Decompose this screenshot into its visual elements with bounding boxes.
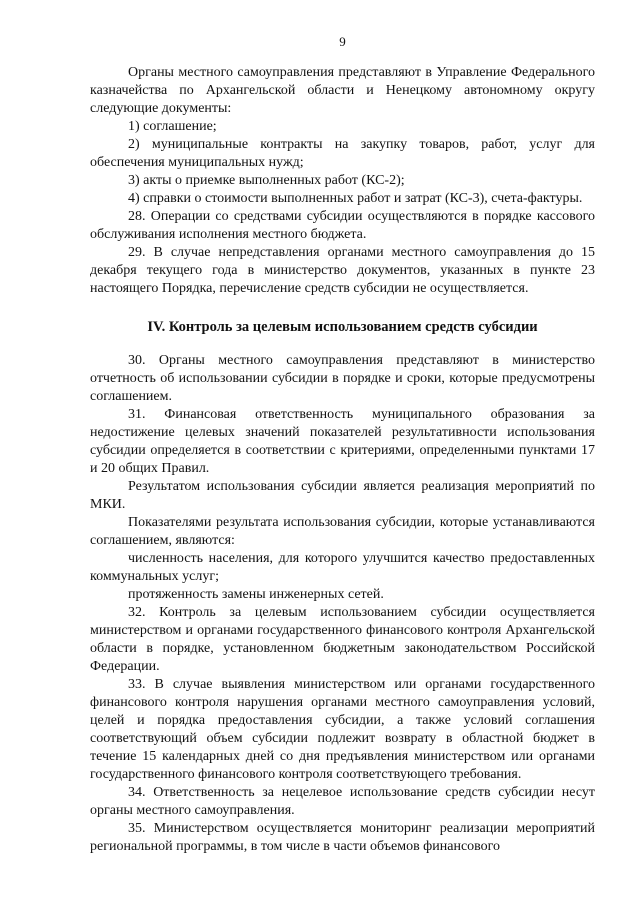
list-item: численность населения, для которого улучшится качество предоставленных коммунальных услуг;	[90, 551, 595, 584]
paragraph: 31. Финансовая ответственность муниципального образования за недостижение целевых значений показателей результативности использования субсидии определяется в соответствии с критериями, определенными пунктами 17 и 20 общих Правил.	[90, 407, 595, 476]
paragraph: 35. Министерством осуществляется мониторинг реализации мероприятий региональной программы, в том числе в части объемов финансового	[90, 821, 595, 854]
section-heading: IV. Контроль за целевым использованием средств субсидии	[147, 319, 538, 335]
paragraph: 33. В случае выявления министерством или органами государственного финансового контроля нарушения органами местного самоуправления условий, целей и порядка предоставления субсидии, а также условий соглашения соответствующий объем субсидии подлежит возврату в областной бюджет в течение 15 календарных дней со дня предъявления министерством или органами государственного финансового контроля соответствующего требования.	[90, 677, 595, 782]
list-item: 3) акты о приемке выполненных работ (КС-2);	[128, 173, 405, 188]
paragraph: Органы местного самоуправления представляют в Управление Федерального казначейства по Архангельской области и Ненецкому автономному округу следующие документы:	[90, 65, 595, 116]
list-item: протяженность замены инженерных сетей.	[128, 587, 384, 602]
paragraph: 32. Контроль за целевым использованием субсидии осуществляется министерством и органами государственного финансового контроля Архангельской области в порядке, установленном бюджетным законодательством Российской Федерации.	[90, 605, 595, 674]
paragraph: Результатом использования субсидии является реализация мероприятий по МКИ.	[90, 479, 595, 512]
paragraph: 29. В случае непредставления органами местного самоуправления до 15 декабря текущего года в министерство документов, указанных в пункте 23 настоящего Порядка, перечисление средств субсидии не осуществляется.	[90, 245, 595, 296]
page-number: 9	[339, 34, 346, 49]
paragraph: 30. Органы местного самоуправления представляют в министерство отчетность об использовании субсидии в порядке и сроки, которые предусмотрены соглашением.	[90, 353, 595, 404]
document-page	[90, 34, 595, 856]
paragraph: Показателями результата использования субсидии, которые устанавливаются соглашением, являются:	[90, 515, 595, 548]
list-item: 2) муниципальные контракты на закупку товаров, работ, услуг для обеспечения муниципальных нужд;	[90, 137, 595, 170]
paragraph: 34. Ответственность за нецелевое использование средств субсидии несут органы местного самоуправления.	[90, 785, 595, 818]
list-item: 4) справки о стоимости выполненных работ и затрат (КС-3), счета-фактуры.	[128, 191, 583, 206]
list-item: 1) соглашение;	[128, 119, 217, 134]
paragraph: 28. Операции со средствами субсидии осуществляются в порядке кассового обслуживания исполнения местного бюджета.	[90, 209, 595, 242]
